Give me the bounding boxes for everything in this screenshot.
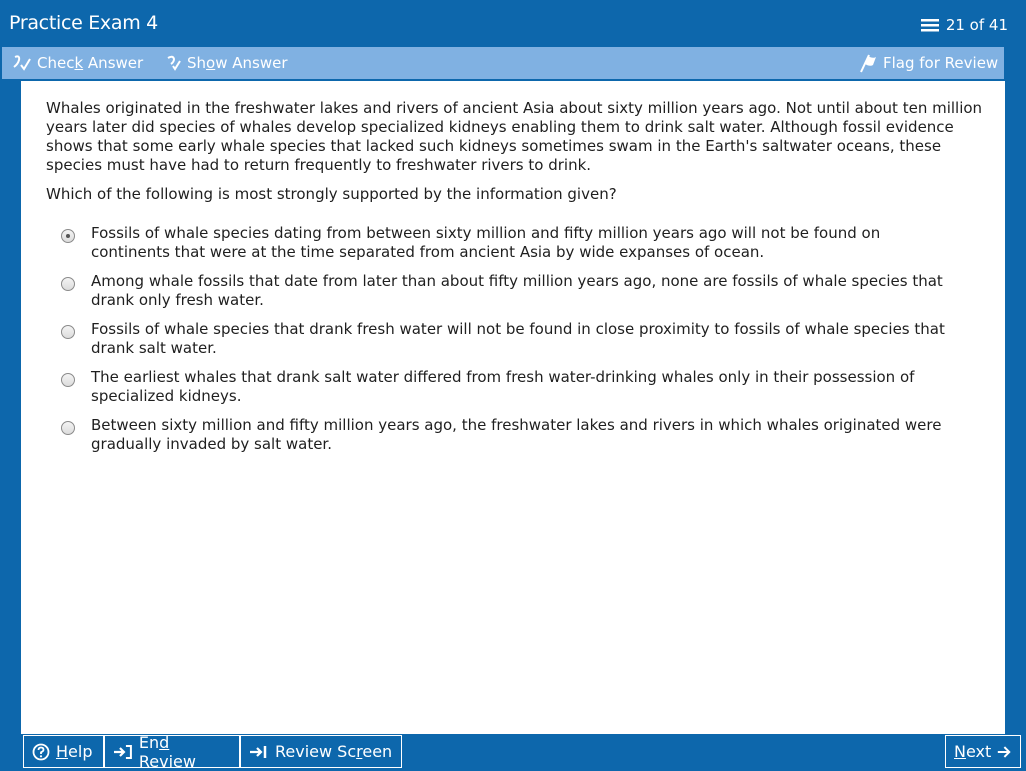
counter-total: of 41 <box>964 16 1008 34</box>
check-answer-icon <box>12 54 32 72</box>
end-review-label <box>139 733 231 771</box>
show-answer-icon <box>164 54 182 72</box>
flag-icon <box>858 53 878 73</box>
screen-pre: Review Sc <box>275 742 357 761</box>
choice-text-2: Among whale fossils that date from later than about fifty million years ago, none are fossils of whale species that drank only fresh water. <box>91 272 943 309</box>
help-label <box>56 742 92 761</box>
question-counter <box>920 16 1008 34</box>
arrow-right-icon <box>997 744 1012 760</box>
choice-text-4: The earliest whales that drank salt water differed from fresh water-drinking whales only in their possession of specialized kidneys. <box>91 368 915 405</box>
show-post: w Answer <box>215 54 288 72</box>
choice-radio-3[interactable] <box>61 325 75 339</box>
next-shortcut: N <box>954 742 966 761</box>
exam-title: Practice Exam 4 <box>9 12 158 34</box>
answer-choice-2[interactable] <box>61 272 961 310</box>
next-post: ext <box>965 742 992 761</box>
help-icon <box>32 743 50 761</box>
check-shortcut: k <box>74 54 84 72</box>
question-list-icon <box>920 18 940 32</box>
counter-text <box>946 16 1008 34</box>
help-post: elp <box>68 742 93 761</box>
help-shortcut: H <box>56 742 69 761</box>
screen-post: een <box>362 742 393 761</box>
choice-text-1: Fossils of whale species dating from between sixty million and fifty million years ago will not be found on continents that were at the time separated from ancient Asia by wide expanses of ocean. <box>91 224 881 261</box>
next-button[interactable] <box>945 735 1021 768</box>
choice-radio-2[interactable] <box>61 277 75 291</box>
answer-choice-3[interactable] <box>61 320 961 358</box>
end-post: Review <box>138 751 196 771</box>
choice-radio-1[interactable] <box>61 229 75 243</box>
answer-choice-4[interactable] <box>61 368 961 406</box>
show-answer-label <box>187 54 288 72</box>
end-review-icon <box>113 744 133 760</box>
footer-bar <box>0 734 1026 771</box>
title-bar <box>0 0 1026 46</box>
flag-for-review-label: Flag for Review <box>883 54 999 72</box>
choice-text-3: Fossils of whale species that drank fresh water will not be found in close proximity to fossils of whale species that drank salt water. <box>91 320 945 357</box>
flag-for-review-button[interactable] <box>858 47 998 79</box>
question-passage: Whales originated in the freshwater lakes and rivers of ancient Asia about sixty million years ago. Not until about ten million years later did species of whales develop specialized kidneys enabling them to drink salt water. Although fossil evidence shows that some early whale species that lacked such kidneys sometimes swam in the Earth's saltwater oceans, these species must have had to return frequently to freshwater rivers to drink. <box>46 99 983 174</box>
end-pre: En <box>138 732 160 752</box>
question-stem: Which of the following is most strongly supported by the information given? <box>46 185 617 203</box>
review-screen-icon <box>249 744 269 760</box>
check-post: Answer <box>83 54 144 72</box>
answer-choice-5[interactable] <box>61 416 961 454</box>
check-answer-button[interactable] <box>12 47 143 79</box>
review-screen-button[interactable] <box>240 735 402 768</box>
review-screen-label <box>275 742 392 761</box>
choice-radio-5[interactable] <box>61 421 75 435</box>
help-button[interactable] <box>23 735 104 768</box>
show-answer-button[interactable] <box>164 47 288 79</box>
choice-radio-4[interactable] <box>61 373 75 387</box>
counter-current: 21 <box>945 16 965 34</box>
answer-choice-1[interactable] <box>61 224 961 262</box>
end-review-button[interactable] <box>104 732 240 771</box>
screen-shortcut: r <box>356 742 363 761</box>
choice-text-5: Between sixty million and fifty million years ago, the freshwater lakes and rivers in which whales originated were gradually invaded by salt water. <box>91 416 942 453</box>
check-answer-label <box>37 54 143 72</box>
end-shortcut: d <box>159 732 170 752</box>
toolbar <box>2 47 1004 79</box>
show-shortcut: o <box>206 54 216 72</box>
question-panel <box>21 81 1005 734</box>
next-label <box>954 742 991 761</box>
check-pre: Chec <box>37 54 75 72</box>
show-pre: Sh <box>187 54 207 72</box>
